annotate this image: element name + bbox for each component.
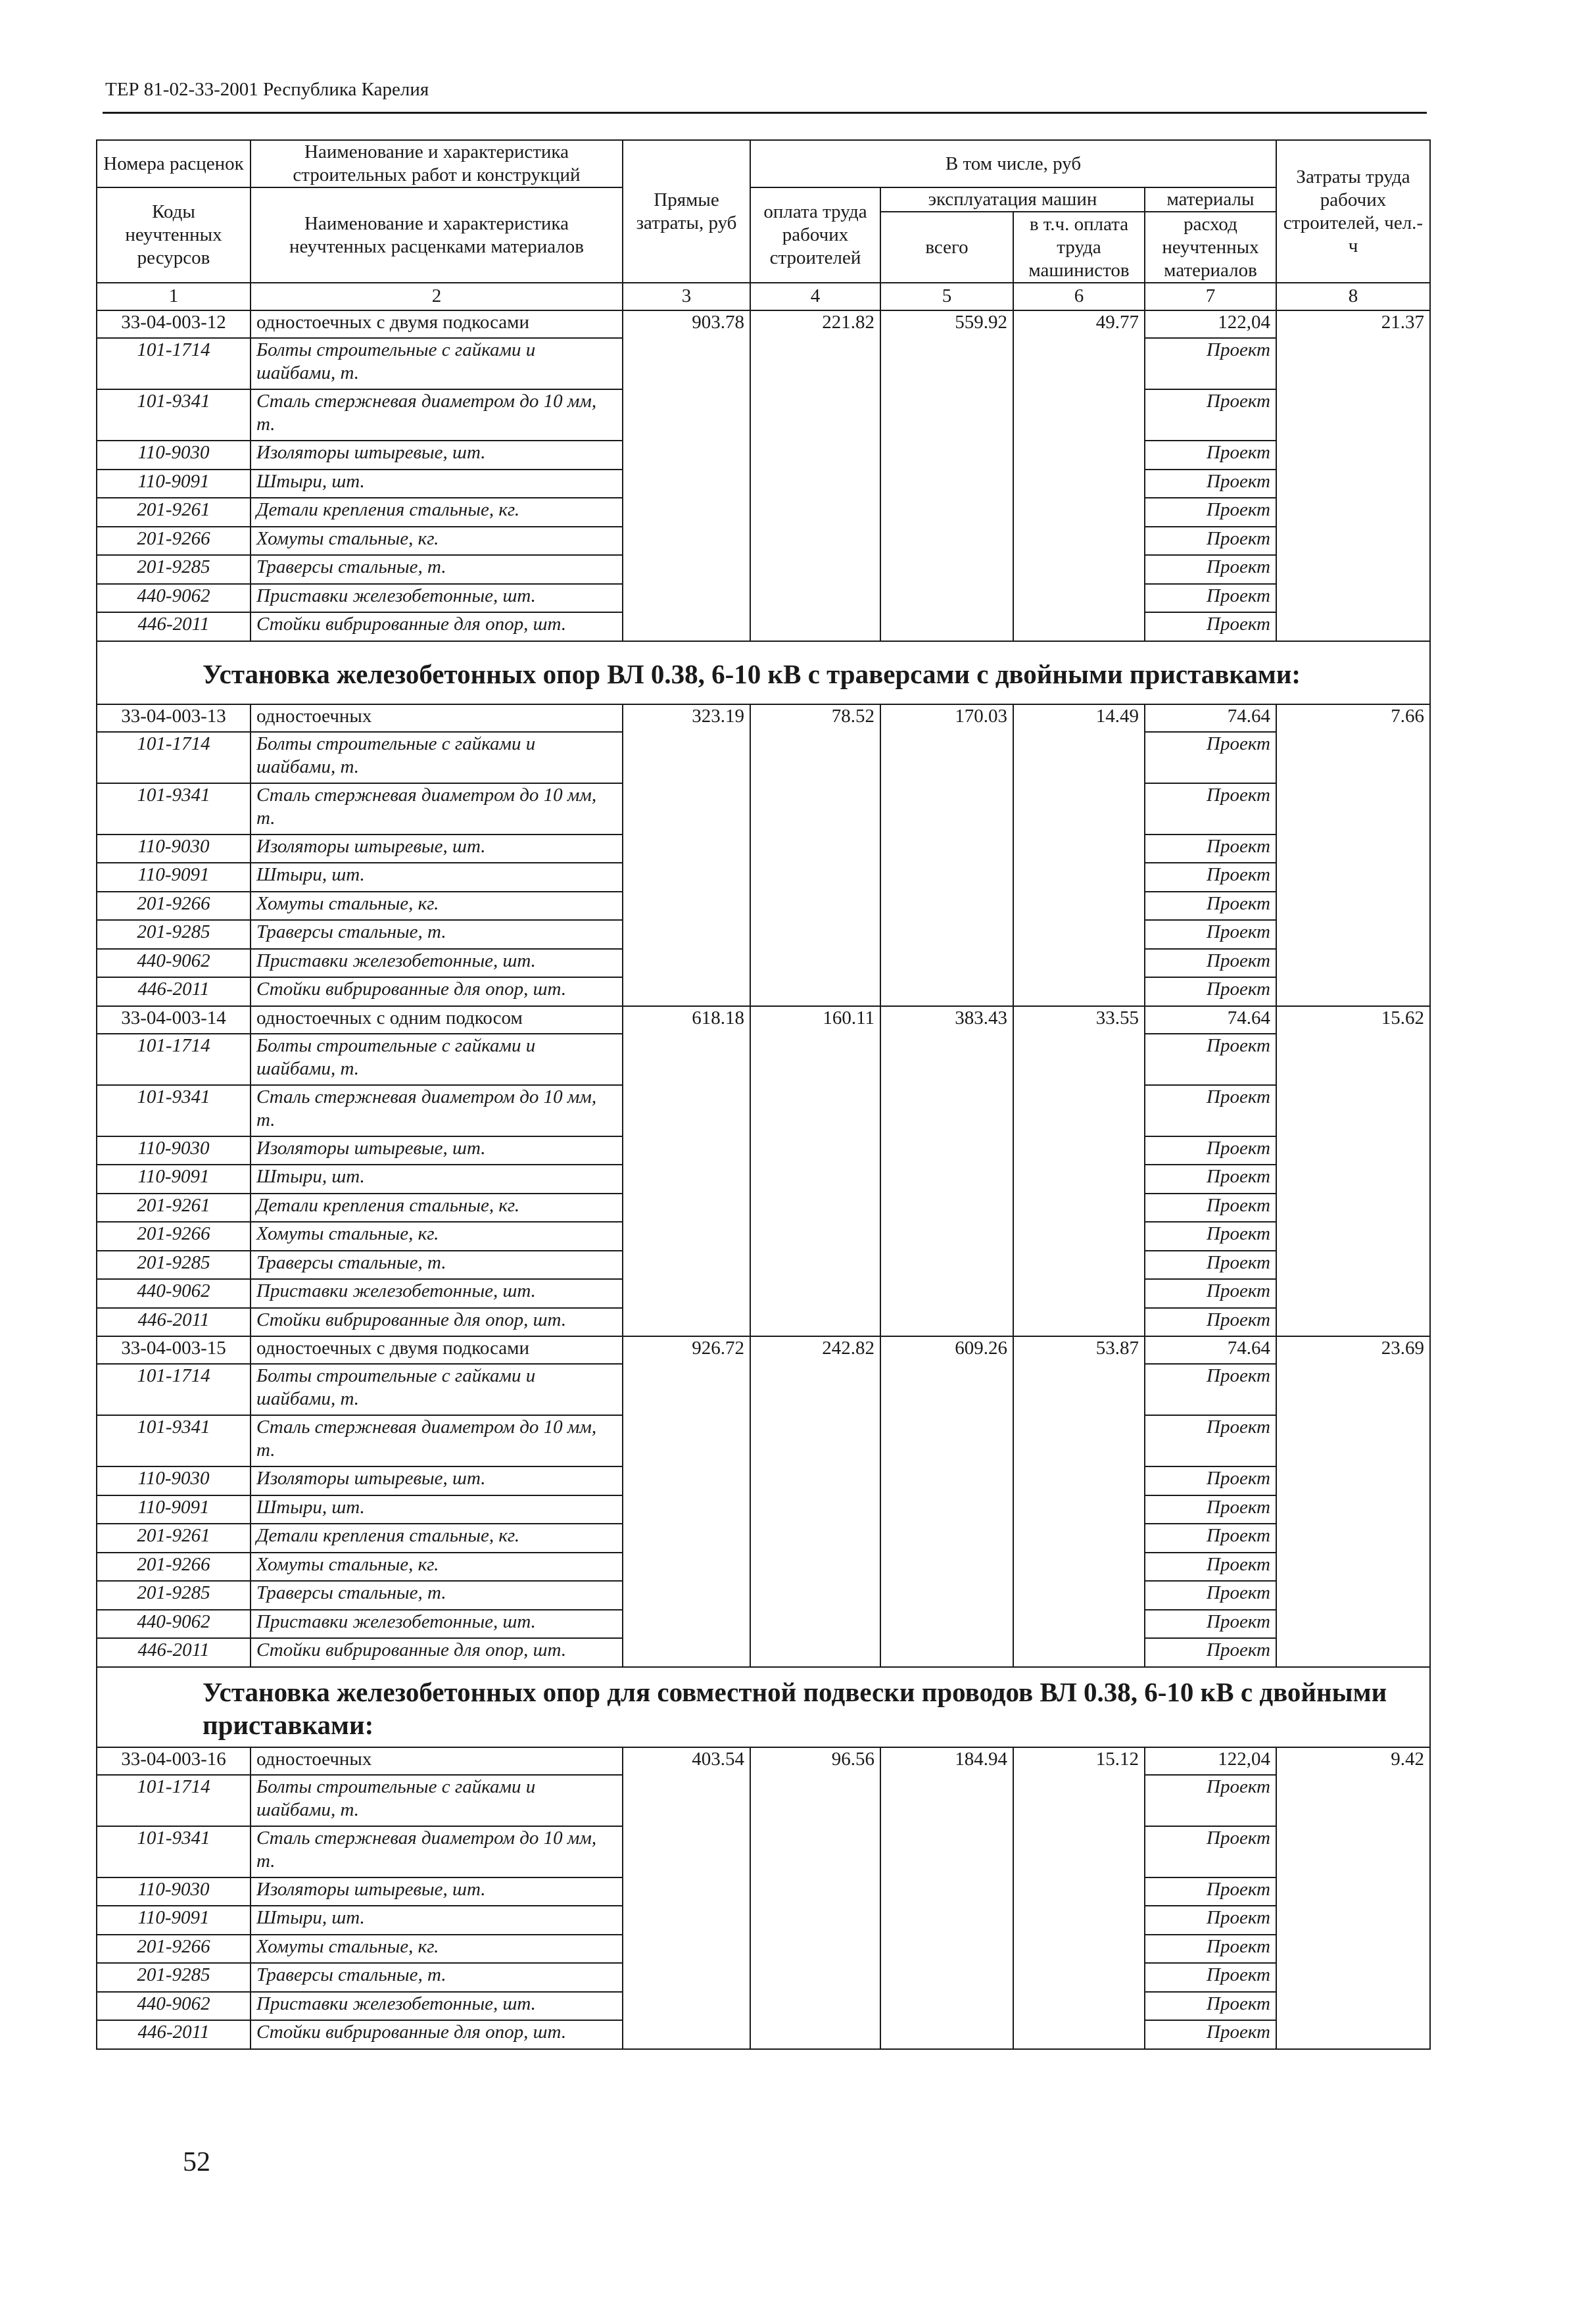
section-heading-row [97, 641, 1430, 704]
resource-note: Проект [1145, 732, 1276, 783]
col-machines-total-header: всего [880, 212, 1013, 283]
resource-note: Проект [1145, 555, 1276, 584]
materials-cost: 122,04 [1145, 310, 1276, 338]
operators-pay: 33.55 [1013, 1006, 1145, 1337]
resource-name: Траверсы стальные, т. [251, 920, 623, 949]
resource-note: Проект [1145, 835, 1276, 863]
resource-note: Проект [1145, 584, 1276, 613]
resource-name: Болты строительные с гайками и шайбами, т. [251, 1034, 623, 1085]
resource-note: Проект [1145, 1610, 1276, 1639]
rate-row [97, 310, 1430, 338]
resource-code: 101-1714 [97, 1034, 251, 1085]
column-number: 4 [750, 283, 880, 310]
page-number: 52 [183, 2147, 210, 2177]
resource-note: Проект [1145, 1935, 1276, 1964]
resource-name: Приставки железобетонные, шт. [251, 1279, 623, 1308]
col-unaccounted-materials-header: расход неучтенных материалов [1145, 212, 1276, 283]
resource-name: Траверсы стальные, т. [251, 1963, 623, 1992]
resource-name: Сталь стержневая диаметром до 10 мм, т. [251, 389, 623, 441]
resource-code: 201-9266 [97, 527, 251, 556]
resource-name: Болты строительные с гайками и шайбами, т. [251, 1775, 623, 1826]
resource-name: Детали крепления стальные, кг. [251, 1524, 623, 1553]
direct-costs: 403.54 [623, 1747, 750, 2049]
rate-code: 33-04-003-14 [97, 1006, 251, 1034]
resource-note: Проект [1145, 783, 1276, 835]
resource-name: Стойки вибрированные для опор, шт. [251, 1308, 623, 1337]
rate-name: одностоечных с двумя подкосами [251, 1336, 623, 1364]
resource-code: 110-9091 [97, 1906, 251, 1935]
labor-pay: 242.82 [750, 1336, 880, 1667]
resource-code: 110-9030 [97, 441, 251, 470]
resource-code: 110-9091 [97, 470, 251, 498]
labor-pay: 160.11 [750, 1006, 880, 1337]
rate-name: одностоечных с двумя подкосами [251, 310, 623, 338]
resource-code: 201-9266 [97, 1935, 251, 1964]
materials-cost: 74.64 [1145, 1006, 1276, 1034]
rate-code: 33-04-003-16 [97, 1747, 251, 1775]
resource-name: Детали крепления стальные, кг. [251, 1194, 623, 1223]
column-number: 2 [251, 283, 623, 310]
resource-code: 110-9030 [97, 1877, 251, 1906]
resource-name: Изоляторы штыревые, шт. [251, 441, 623, 470]
rate-row [97, 704, 1430, 732]
resource-note: Проект [1145, 1826, 1276, 1877]
resource-name: Болты строительные с гайками и шайбами, т. [251, 1364, 623, 1415]
resource-note: Проект [1145, 892, 1276, 921]
resource-code: 101-1714 [97, 1364, 251, 1415]
resource-note: Проект [1145, 1775, 1276, 1826]
resource-code: 201-9285 [97, 1251, 251, 1280]
resource-note: Проект [1145, 977, 1276, 1006]
resource-name: Изоляторы штыревые, шт. [251, 835, 623, 863]
resource-note: Проект [1145, 1308, 1276, 1337]
resource-note: Проект [1145, 2020, 1276, 2049]
col-labor-pay-header: оплата труда рабочих строителей [750, 187, 880, 283]
resource-note: Проект [1145, 1165, 1276, 1194]
resource-code: 201-9266 [97, 1553, 251, 1582]
resource-note: Проект [1145, 1279, 1276, 1308]
resource-name: Траверсы стальные, т. [251, 555, 623, 584]
section-heading: Установка железобетонных опор ВЛ 0.38, 6-10 кВ с траверсами с двойными приставками: [97, 641, 1430, 704]
resource-note: Проект [1145, 1524, 1276, 1553]
resource-note: Проект [1145, 338, 1276, 389]
materials-cost: 74.64 [1145, 704, 1276, 732]
resource-note: Проект [1145, 389, 1276, 441]
column-numbers-row [97, 283, 1430, 310]
header-rule [103, 112, 1427, 114]
rate-row [97, 1336, 1430, 1364]
resource-note: Проект [1145, 1085, 1276, 1136]
resource-code: 446-2011 [97, 1308, 251, 1337]
resource-note: Проект [1145, 1466, 1276, 1495]
labor-pay: 78.52 [750, 704, 880, 1006]
resource-name: Детали крепления стальные, кг. [251, 498, 623, 527]
resource-note: Проект [1145, 1963, 1276, 1992]
direct-costs: 903.78 [623, 310, 750, 641]
column-number: 6 [1013, 283, 1145, 310]
resource-code: 440-9062 [97, 949, 251, 978]
resource-code: 101-9341 [97, 1415, 251, 1466]
resource-note: Проект [1145, 920, 1276, 949]
machines-total: 559.92 [880, 310, 1013, 641]
resource-note: Проект [1145, 498, 1276, 527]
section-heading-row [97, 1667, 1430, 1747]
resource-note: Проект [1145, 1638, 1276, 1667]
resource-name: Приставки железобетонные, шт. [251, 584, 623, 613]
column-number: 3 [623, 283, 750, 310]
direct-costs: 926.72 [623, 1336, 750, 1667]
rate-code: 33-04-003-13 [97, 704, 251, 732]
resource-code: 446-2011 [97, 1638, 251, 1667]
resource-name: Изоляторы штыревые, шт. [251, 1136, 623, 1165]
col-work-name-header: Наименование и характеристика строительных работ и конструкций [251, 140, 623, 187]
resource-code: 101-9341 [97, 1826, 251, 1877]
resource-code: 110-9091 [97, 1495, 251, 1524]
resource-code: 101-9341 [97, 1085, 251, 1136]
resource-code: 201-9261 [97, 1524, 251, 1553]
machines-total: 609.26 [880, 1336, 1013, 1667]
resource-code: 101-1714 [97, 338, 251, 389]
resource-note: Проект [1145, 1415, 1276, 1466]
resource-note: Проект [1145, 1877, 1276, 1906]
machines-total: 170.03 [880, 704, 1013, 1006]
resource-code: 440-9062 [97, 1992, 251, 2021]
resource-code: 201-9285 [97, 555, 251, 584]
resource-code: 101-9341 [97, 389, 251, 441]
labor-hours: 21.37 [1276, 310, 1430, 641]
resource-name: Изоляторы штыревые, шт. [251, 1877, 623, 1906]
resource-code: 446-2011 [97, 612, 251, 641]
resource-code: 201-9261 [97, 1194, 251, 1223]
section-heading: Установка железобетонных опор для совместной подвески проводов ВЛ 0.38, 6-10 кВ с двойными приставками: [97, 1667, 1430, 1747]
resource-name: Штыри, шт. [251, 1906, 623, 1935]
resource-code: 201-9285 [97, 920, 251, 949]
resource-name: Приставки железобетонные, шт. [251, 949, 623, 978]
resource-note: Проект [1145, 1364, 1276, 1415]
resource-note: Проект [1145, 863, 1276, 892]
resource-note: Проект [1145, 441, 1276, 470]
resource-name: Сталь стержневая диаметром до 10 мм, т. [251, 1085, 623, 1136]
operators-pay: 15.12 [1013, 1747, 1145, 2049]
resource-name: Хомуты стальные, кг. [251, 1222, 623, 1251]
rate-code: 33-04-003-15 [97, 1336, 251, 1364]
resource-note: Проект [1145, 1581, 1276, 1610]
resource-note: Проект [1145, 1553, 1276, 1582]
resource-name: Изоляторы штыревые, шт. [251, 1466, 623, 1495]
resource-name: Хомуты стальные, кг. [251, 892, 623, 921]
rates-table [96, 139, 1431, 2050]
resource-code: 440-9062 [97, 1279, 251, 1308]
labor-pay: 96.56 [750, 1747, 880, 2049]
resource-name: Приставки железобетонные, шт. [251, 1992, 623, 2021]
materials-cost: 122,04 [1145, 1747, 1276, 1775]
document-header: ТЕР 81-02-33-2001 Республика Карелия [105, 79, 429, 100]
resource-note: Проект [1145, 1034, 1276, 1085]
resource-code: 101-9341 [97, 783, 251, 835]
operators-pay: 14.49 [1013, 704, 1145, 1006]
resource-name: Болты строительные с гайками и шайбами, т. [251, 732, 623, 783]
col-labor-hours-header: Затраты труда рабочих строителей, чел.-ч [1276, 140, 1430, 283]
resource-note: Проект [1145, 527, 1276, 556]
resource-note: Проект [1145, 1251, 1276, 1280]
resource-name: Сталь стержневая диаметром до 10 мм, т. [251, 783, 623, 835]
resource-note: Проект [1145, 949, 1276, 978]
direct-costs: 618.18 [623, 1006, 750, 1337]
resource-code: 201-9285 [97, 1581, 251, 1610]
resource-note: Проект [1145, 1992, 1276, 2021]
col-including-header: В том числе, руб [750, 140, 1276, 187]
rate-row [97, 1006, 1430, 1034]
resource-name: Хомуты стальные, кг. [251, 1553, 623, 1582]
direct-costs: 323.19 [623, 704, 750, 1006]
labor-hours: 7.66 [1276, 704, 1430, 1006]
labor-pay: 221.82 [750, 310, 880, 641]
operators-pay: 53.87 [1013, 1336, 1145, 1667]
resource-code: 201-9266 [97, 1222, 251, 1251]
col-rate-number-header: Номера расценок [97, 140, 251, 187]
resource-code: 440-9062 [97, 1610, 251, 1639]
resource-name: Стойки вибрированные для опор, шт. [251, 612, 623, 641]
resource-note: Проект [1145, 1136, 1276, 1165]
resource-code: 110-9030 [97, 1136, 251, 1165]
resource-name: Болты строительные с гайками и шайбами, т. [251, 338, 623, 389]
resource-note: Проект [1145, 470, 1276, 498]
resource-name: Штыри, шт. [251, 470, 623, 498]
resource-name: Траверсы стальные, т. [251, 1251, 623, 1280]
resource-name: Хомуты стальные, кг. [251, 1935, 623, 1964]
resource-code: 101-1714 [97, 732, 251, 783]
resource-code: 446-2011 [97, 2020, 251, 2049]
resource-name: Сталь стержневая диаметром до 10 мм, т. [251, 1826, 623, 1877]
resource-code: 201-9261 [97, 498, 251, 527]
resource-note: Проект [1145, 1495, 1276, 1524]
column-number: 1 [97, 283, 251, 310]
resource-code: 110-9091 [97, 1165, 251, 1194]
resource-note: Проект [1145, 612, 1276, 641]
resource-code: 440-9062 [97, 584, 251, 613]
resource-name: Сталь стержневая диаметром до 10 мм, т. [251, 1415, 623, 1466]
resource-name: Стойки вибрированные для опор, шт. [251, 977, 623, 1006]
column-number: 5 [880, 283, 1013, 310]
resource-code: 201-9285 [97, 1963, 251, 1992]
resource-name: Штыри, шт. [251, 1165, 623, 1194]
rate-code: 33-04-003-12 [97, 310, 251, 338]
resource-code: 201-9266 [97, 892, 251, 921]
col-material-name-header: Наименование и характеристика неучтенных расценками материалов [251, 187, 623, 283]
col-direct-costs-header: Прямые затраты, руб [623, 140, 750, 283]
resource-name: Стойки вибрированные для опор, шт. [251, 1638, 623, 1667]
column-number: 8 [1276, 283, 1430, 310]
resource-note: Проект [1145, 1906, 1276, 1935]
machines-total: 184.94 [880, 1747, 1013, 2049]
column-number: 7 [1145, 283, 1276, 310]
col-resource-code-header: Коды неучтенных ресурсов [97, 187, 251, 283]
resource-code: 110-9030 [97, 835, 251, 863]
resource-name: Штыри, шт. [251, 863, 623, 892]
resource-name: Приставки железобетонные, шт. [251, 1610, 623, 1639]
labor-hours: 15.62 [1276, 1006, 1430, 1337]
resource-name: Штыри, шт. [251, 1495, 623, 1524]
resource-code: 101-1714 [97, 1775, 251, 1826]
rate-name: одностоечных [251, 704, 623, 732]
resource-code: 446-2011 [97, 977, 251, 1006]
labor-hours: 9.42 [1276, 1747, 1430, 2049]
resource-code: 110-9030 [97, 1466, 251, 1495]
col-operators-pay-header: в т.ч. оплата труда машинистов [1013, 212, 1145, 283]
machines-total: 383.43 [880, 1006, 1013, 1337]
rate-row [97, 1747, 1430, 1775]
resource-name: Хомуты стальные, кг. [251, 527, 623, 556]
resource-note: Проект [1145, 1194, 1276, 1223]
resource-name: Стойки вибрированные для опор, шт. [251, 2020, 623, 2049]
materials-cost: 74.64 [1145, 1336, 1276, 1364]
rate-name: одностоечных с одним подкосом [251, 1006, 623, 1034]
resource-note: Проект [1145, 1222, 1276, 1251]
col-materials-header: материалы [1145, 187, 1276, 212]
resource-name: Траверсы стальные, т. [251, 1581, 623, 1610]
col-machines-header: эксплуатация машин [880, 187, 1145, 212]
labor-hours: 23.69 [1276, 1336, 1430, 1667]
operators-pay: 49.77 [1013, 310, 1145, 641]
rate-name: одностоечных [251, 1747, 623, 1775]
resource-code: 110-9091 [97, 863, 251, 892]
